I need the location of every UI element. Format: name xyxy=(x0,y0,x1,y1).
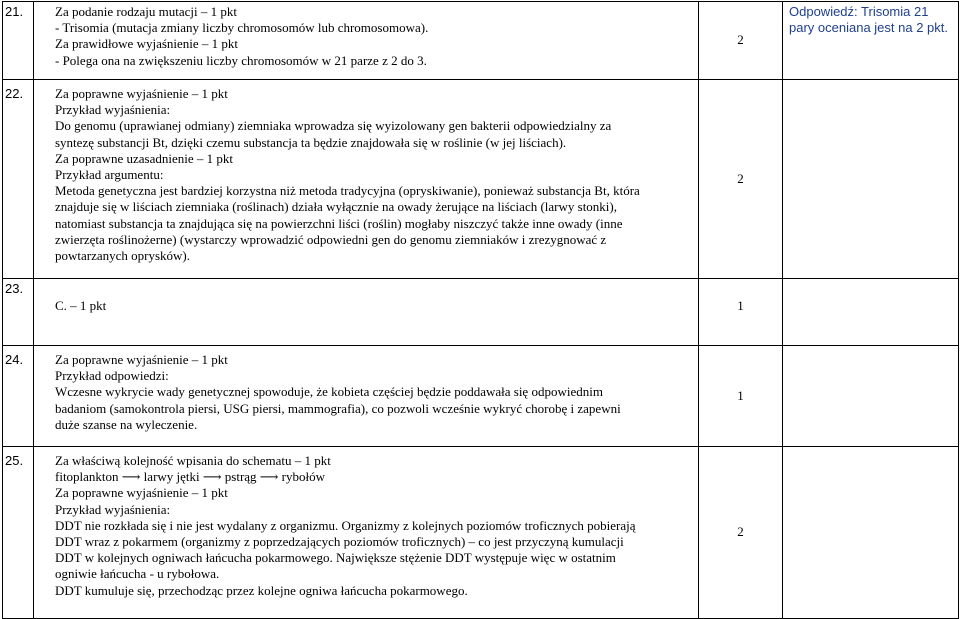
criteria-line: - Trisomia (mutacja zmiany liczby chromosomów lub chromosomowa). xyxy=(55,20,429,36)
criteria-line: Za podanie rodzaju mutacji – 1 pkt xyxy=(55,4,237,19)
remarks xyxy=(783,447,959,619)
table-row xyxy=(3,80,959,279)
max-points: 2 xyxy=(699,447,783,619)
criteria-line: Za poprawne wyjaśnienie – 1 pkt xyxy=(55,352,228,367)
criteria-line: Za właściwą kolejność wpisania do schematu – 1 pkt xyxy=(55,453,331,468)
criteria-line: Za prawidłowe wyjaśnienie – 1 pkt xyxy=(55,36,239,52)
task-number: 25. xyxy=(3,447,34,619)
table-row xyxy=(3,346,959,447)
criteria-line: ogniwie łańcucha - u rybołowa. xyxy=(55,566,220,582)
task-criteria xyxy=(34,447,699,619)
task-criteria xyxy=(34,80,699,279)
criteria-line: - Polega ona na zwiększeniu liczby chromosomów w 21 parze z 2 do 3. xyxy=(55,52,427,68)
task-criteria xyxy=(34,346,699,447)
criteria-line: powtarzanych oprysków). xyxy=(55,248,191,264)
task-number: 22. xyxy=(3,80,34,279)
criteria-line: fitoplankton ⟶ larwy jętki ⟶ pstrąg ⟶ rybołów xyxy=(55,469,326,485)
criteria-line: Za poprawne uzasadnienie – 1 pkt xyxy=(55,150,233,166)
task-number: 23. xyxy=(3,279,34,346)
max-points: 2 xyxy=(699,2,783,80)
criteria-line: zwierzęta roślinożerne) (wystarczy wprowadzić odpowiedni gen do genomu ziemniaków i zrezygnować z xyxy=(55,231,607,247)
table-row xyxy=(3,447,959,619)
criteria-line: Przykład argumentu: xyxy=(55,167,164,183)
criteria-line: Przykład wyjaśnienia: xyxy=(55,102,171,118)
criteria-line: badaniom (samokontrola piersi, USG piersi, mammografia), co pozwoli wcześnie wykryć chorobę i zapewni xyxy=(55,400,621,416)
criteria-line: DDT kumuluje się, przechodząc przez kolejne ogniwa łańcucha pokarmowego. xyxy=(55,582,468,598)
max-points: 1 xyxy=(699,346,783,447)
criteria-line: DDT wraz z pokarmem (organizmy z poprzedzających poziomów troficznych) – co jest przyczyną kumulacji xyxy=(55,534,624,550)
answer-key-body xyxy=(3,2,959,619)
criteria-line: Za poprawne wyjaśnienie – 1 pkt xyxy=(55,86,228,101)
criteria-line: natomiast substancja ta znajdująca się na powierzchni liści (roślin) mogłaby niszczyć także inne owady (inne xyxy=(55,215,623,231)
max-points: 1 xyxy=(699,279,783,346)
criteria-line: Przykład odpowiedzi: xyxy=(55,368,169,384)
criteria-line: Przykład wyjaśnienia: xyxy=(55,501,171,517)
criteria-line: Do genomu (uprawianej odmiany) ziemniaka wprowadza się wyizolowany gen bakterii odpowiedzialny za xyxy=(55,118,612,134)
task-number: 24. xyxy=(3,346,34,447)
criteria-line: Za poprawne wyjaśnienie – 1 pkt xyxy=(55,485,228,501)
remarks xyxy=(783,279,959,346)
criteria-line: DDT w kolejnych ogniwach łańcucha pokarmowego. Największe stężenie DDT występuje więc w ostatnim xyxy=(55,550,616,566)
criteria-line: DDT nie rozkłada się i nie jest wydalany z organizmu. Organizmy z kolejnych poziomów troficznych pobierają xyxy=(55,517,636,533)
criteria-line: syntezę substancji Bt, dzięki czemu substancja ta będzie znajdowała się w roślinie (w jej liściach). xyxy=(55,134,567,150)
remarks: Odpowiedź: Trisomia 21 pary oceniana jest na 2 pkt. xyxy=(783,2,959,80)
answer-key-table xyxy=(2,1,959,619)
remarks xyxy=(783,346,959,447)
max-points: 2 xyxy=(699,80,783,279)
table-row xyxy=(3,279,959,346)
criteria-line: Metoda genetyczna jest bardziej korzystna niż metoda tradycyjna (opryskiwanie), ponieważ substancja Bt, która xyxy=(55,183,640,199)
task-number: 21. xyxy=(3,2,34,80)
criteria-line: C. – 1 pkt xyxy=(55,298,107,313)
task-criteria xyxy=(34,2,699,80)
criteria-line: Wczesne wykrycie wady genetycznej spowoduje, że kobieta częściej będzie poddawała się odpowiednim xyxy=(55,384,603,400)
remarks xyxy=(783,80,959,279)
criteria-line: duże szanse na wyleczenie. xyxy=(55,416,198,432)
task-criteria xyxy=(34,279,699,346)
table-row xyxy=(3,2,959,80)
criteria-line: znajduje się w liściach ziemniaka (roślinach) działa wyłącznie na owady żerujące na liściach (larwy stonki), xyxy=(55,199,618,215)
